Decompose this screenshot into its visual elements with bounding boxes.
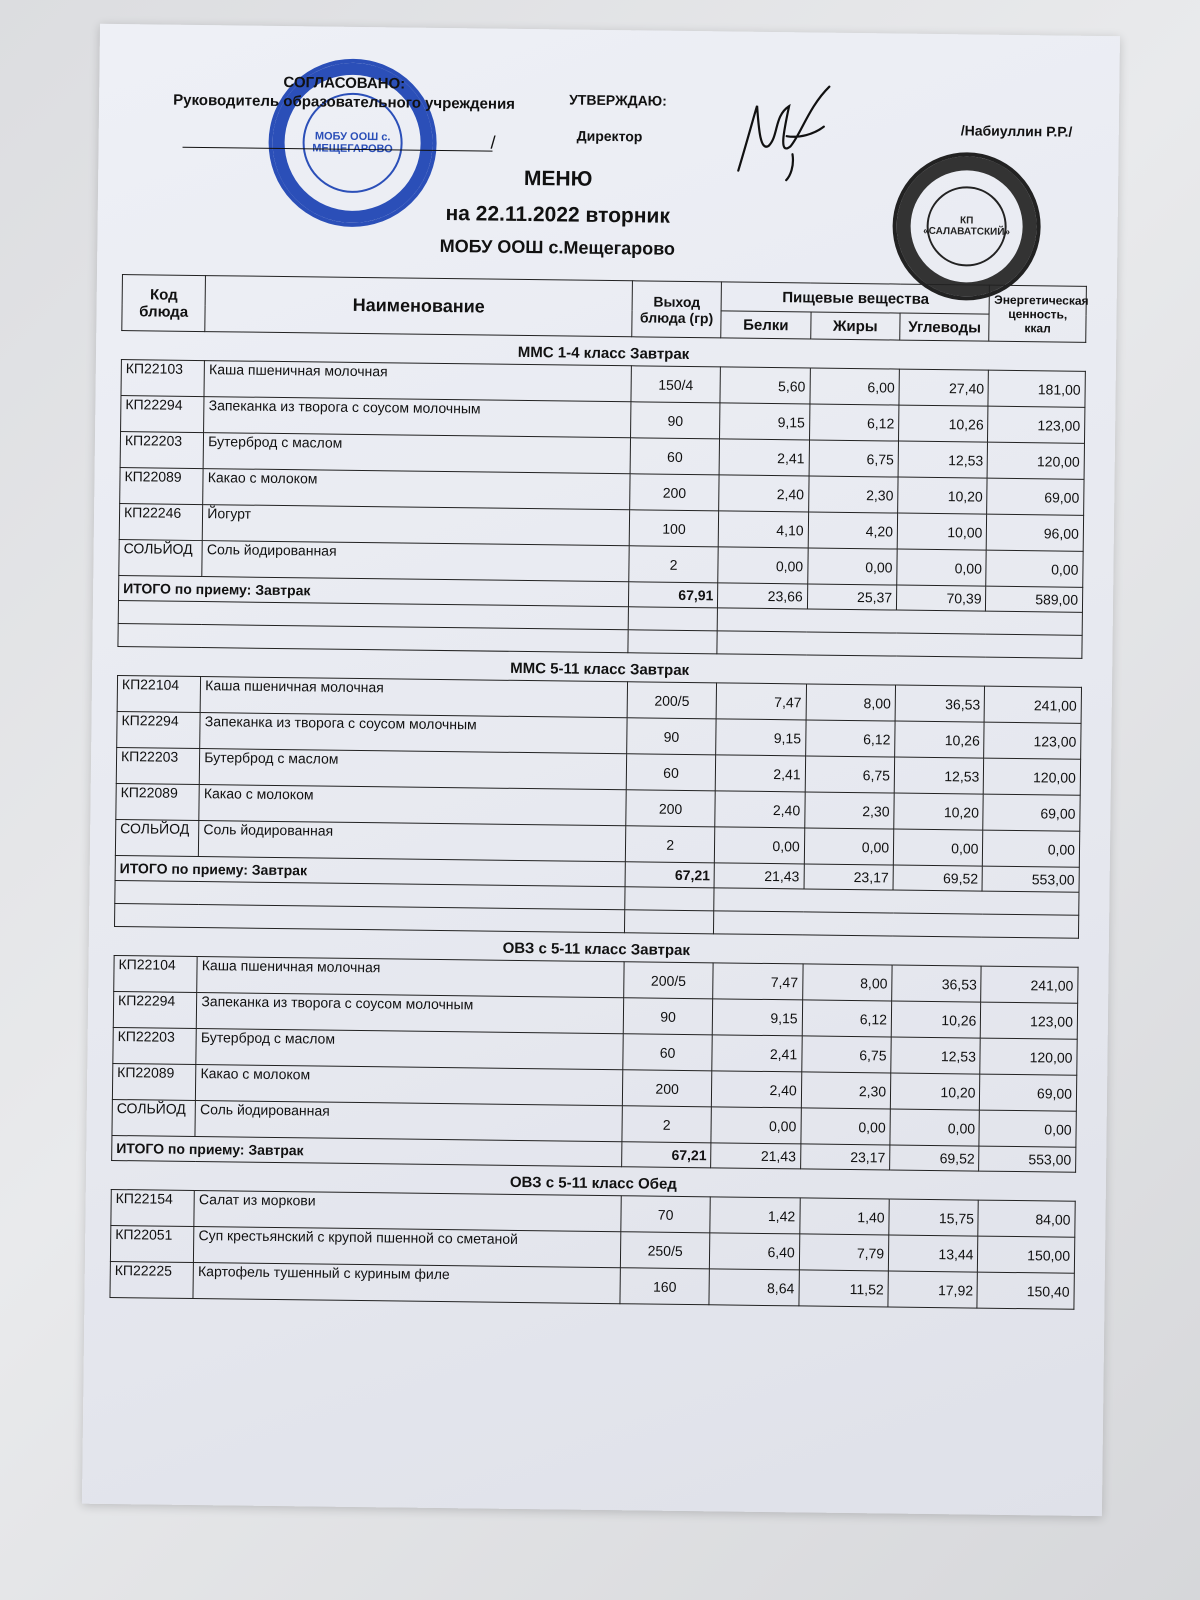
blank-cell xyxy=(628,630,718,654)
agreed-title: СОГЛАСОВАНО: xyxy=(283,74,406,93)
document-title xyxy=(397,165,718,260)
carbs-value: 13,44 xyxy=(888,1235,978,1272)
dish-output: 200/5 xyxy=(624,962,714,999)
kcal-value: 241,00 xyxy=(981,966,1078,1003)
col-code-header: Код блюда xyxy=(122,275,206,332)
carbs-value: 10,20 xyxy=(890,1073,980,1110)
carbs-value: 0,00 xyxy=(893,829,983,866)
director-name: /Набиуллин Р.Р./ xyxy=(960,122,1073,140)
dish-output: 250/5 xyxy=(620,1232,710,1269)
dish-code: КП22246 xyxy=(119,504,203,541)
dish-name: Соль йодированная xyxy=(195,1101,622,1142)
agreed-block xyxy=(154,72,534,113)
protein-value: 2,41 xyxy=(712,1035,802,1072)
fat-value: 8,00 xyxy=(802,964,892,1001)
title-menu: МЕНЮ xyxy=(523,166,593,191)
carbs-value: 36,53 xyxy=(895,685,985,722)
blank-cell xyxy=(628,607,718,631)
protein-value: 0,00 xyxy=(718,547,808,584)
section-title: ММС 1-4 класс Завтрак xyxy=(517,343,690,363)
dish-code: КП22294 xyxy=(121,396,205,433)
dish-code: КП22089 xyxy=(116,784,200,821)
dish-output: 200 xyxy=(626,790,716,827)
kcal-value: 120,00 xyxy=(988,442,1085,479)
fat-value: 6,00 xyxy=(810,368,900,405)
total-output: 67,21 xyxy=(625,862,715,888)
kcal-value: 0,00 xyxy=(979,1110,1076,1147)
dish-name: Соль йодированная xyxy=(202,541,629,582)
carbs-value: 12,53 xyxy=(894,757,984,794)
dish-code: КП22294 xyxy=(113,992,197,1029)
fat-value: 7,79 xyxy=(799,1234,889,1271)
fat-value: 6,12 xyxy=(809,404,899,441)
carbs-value: 17,92 xyxy=(888,1271,978,1308)
protein-value: 6,40 xyxy=(710,1233,800,1270)
menu-body xyxy=(110,331,1086,1310)
col-carbs-header: Углеводы xyxy=(900,313,990,341)
dish-code: СОЛЬЙОД xyxy=(115,820,199,857)
fat-value: 0,00 xyxy=(807,548,897,585)
col-energy-header: Энергетическая ценность, ккал xyxy=(989,285,1086,342)
carbs-value: 10,00 xyxy=(897,513,987,550)
protein-value: 2,40 xyxy=(719,475,809,512)
fat-value: 6,75 xyxy=(809,440,899,477)
total-fat: 23,17 xyxy=(800,1144,890,1170)
dish-code: КП22051 xyxy=(110,1225,194,1262)
protein-value: 0,00 xyxy=(715,827,805,864)
carbs-value: 10,26 xyxy=(895,721,985,758)
fat-value: 2,30 xyxy=(808,476,898,513)
kcal-value: 123,00 xyxy=(984,722,1081,759)
section-title: ММС 5-11 класс Завтрак xyxy=(510,659,690,679)
total-label: ИТОГО по приему: Завтрак xyxy=(118,576,628,607)
total-kcal: 553,00 xyxy=(979,1146,1076,1172)
dish-name: Бутерброд с маслом xyxy=(196,1029,623,1070)
protein-value: 7,47 xyxy=(716,683,806,720)
protein-value: 2,40 xyxy=(715,791,805,828)
protein-value: 9,15 xyxy=(713,999,803,1036)
dish-name: Каша пшеничная молочная xyxy=(200,677,627,718)
dish-name: Запеканка из творога с соусом молочным xyxy=(197,993,624,1034)
carbs-value: 10,26 xyxy=(891,1001,981,1038)
dish-name: Какао с молоком xyxy=(199,785,626,826)
approve-role: Директор xyxy=(576,127,643,145)
dish-name: Каша пшеничная молочная xyxy=(197,957,624,998)
agreed-role: Руководитель образовательного учреждения xyxy=(173,91,516,113)
dish-output: 160 xyxy=(620,1268,710,1305)
dish-code: КП22203 xyxy=(113,1028,197,1065)
dish-name: Какао с молоком xyxy=(196,1065,623,1106)
menu-document xyxy=(82,24,1120,1516)
fat-value: 1,40 xyxy=(799,1198,889,1235)
total-label: ИТОГО по приему: Завтрак xyxy=(112,1135,622,1166)
dish-code: КП22104 xyxy=(117,676,201,713)
total-carbs: 69,52 xyxy=(893,865,983,891)
seal-text-2: «САЛАВАТСКИЙ» xyxy=(923,225,1011,238)
dish-code: СОЛЬЙОД xyxy=(119,540,203,577)
carbs-value: 10,20 xyxy=(898,477,988,514)
protein-value: 2,40 xyxy=(712,1071,802,1108)
dish-output: 2 xyxy=(625,826,715,863)
signature-slash: / xyxy=(490,132,496,153)
kcal-value: 84,00 xyxy=(978,1200,1075,1237)
dish-name: Суп крестьянский с крупой пшенной со сметаной xyxy=(194,1227,621,1268)
dish-output: 60 xyxy=(623,1034,713,1071)
dish-name: Какао с молоком xyxy=(203,469,630,510)
col-name-header: Наименование xyxy=(205,276,632,337)
kcal-value: 96,00 xyxy=(987,514,1084,551)
fat-value: 2,30 xyxy=(804,792,894,829)
fat-value: 2,30 xyxy=(801,1072,891,1109)
dish-output: 70 xyxy=(621,1196,711,1233)
fat-value: 0,00 xyxy=(804,828,894,865)
protein-value: 8,64 xyxy=(709,1269,799,1306)
protein-value: 2,41 xyxy=(716,755,806,792)
dish-name: Соль йодированная xyxy=(199,821,626,862)
kcal-value: 123,00 xyxy=(988,406,1085,443)
kcal-value: 123,00 xyxy=(981,1002,1078,1039)
kcal-value: 181,00 xyxy=(988,370,1085,407)
total-kcal: 553,00 xyxy=(982,866,1079,892)
dish-code: КП22103 xyxy=(121,360,205,397)
dish-code: СОЛЬЙОД xyxy=(112,1100,196,1137)
protein-value: 5,60 xyxy=(720,367,810,404)
carbs-value: 12,53 xyxy=(891,1037,981,1074)
dish-output: 150/4 xyxy=(631,366,721,403)
carbs-value: 12,53 xyxy=(898,441,988,478)
blank-cell xyxy=(624,910,714,934)
section-title: ОВЗ с 5-11 класс Обед xyxy=(509,1173,677,1193)
total-protein: 21,43 xyxy=(714,863,804,889)
fat-value: 6,12 xyxy=(802,1000,892,1037)
carbs-value: 36,53 xyxy=(892,965,982,1002)
col-protein-header: Белки xyxy=(721,311,811,339)
dish-name: Запеканка из творога с соусом молочным xyxy=(200,713,627,754)
kcal-value: 120,00 xyxy=(984,758,1081,795)
dish-code: КП22089 xyxy=(112,1064,196,1101)
fat-value: 6,75 xyxy=(801,1036,891,1073)
dish-code: КП22225 xyxy=(110,1261,194,1298)
menu-table xyxy=(109,274,1089,1310)
col-nutrients-header: Пищевые вещества xyxy=(721,282,990,314)
dish-name: Бутерброд с маслом xyxy=(200,749,627,790)
seal-text-1: КП xyxy=(959,215,974,227)
dish-output: 2 xyxy=(622,1106,712,1143)
fat-value: 11,52 xyxy=(799,1270,889,1307)
protein-value: 7,47 xyxy=(713,963,803,1000)
kcal-value: 0,00 xyxy=(986,550,1083,587)
total-protein: 23,66 xyxy=(718,583,808,609)
kcal-value: 241,00 xyxy=(985,686,1082,723)
dish-name: Йогурт xyxy=(203,505,630,546)
kcal-value: 69,00 xyxy=(980,1074,1077,1111)
protein-value: 9,15 xyxy=(716,719,806,756)
handwritten-signature xyxy=(728,75,839,186)
protein-value: 1,42 xyxy=(710,1197,800,1234)
carbs-value: 10,26 xyxy=(899,405,989,442)
dish-output: 200 xyxy=(622,1070,712,1107)
carbs-value: 10,20 xyxy=(894,793,984,830)
dish-code: КП22203 xyxy=(120,432,204,469)
kcal-value: 120,00 xyxy=(980,1038,1077,1075)
title-date: на 22.11.2022 вторник xyxy=(445,202,671,228)
kcal-value: 69,00 xyxy=(987,478,1084,515)
dish-output: 100 xyxy=(629,510,719,547)
kcal-value: 150,40 xyxy=(977,1272,1074,1309)
carbs-value: 0,00 xyxy=(897,549,987,586)
protein-value: 0,00 xyxy=(711,1107,801,1144)
dish-code: КП22104 xyxy=(114,956,198,993)
protein-value: 4,10 xyxy=(718,511,808,548)
dish-name: Каша пшеничная молочная xyxy=(204,361,631,402)
dish-output: 60 xyxy=(626,754,716,791)
dish-output: 2 xyxy=(629,546,719,583)
col-output-header: Выход блюда (гр) xyxy=(632,281,722,338)
title-school: МОБУ ООШ с.Мещегарово xyxy=(439,235,676,259)
kcal-value: 150,00 xyxy=(978,1236,1075,1273)
dish-output: 60 xyxy=(630,438,720,475)
total-protein: 21,43 xyxy=(711,1143,801,1169)
dish-code: КП22154 xyxy=(111,1189,195,1226)
dish-code: КП22294 xyxy=(117,712,201,749)
dish-output: 90 xyxy=(627,718,717,755)
fat-value: 6,75 xyxy=(805,756,895,793)
dish-output: 200 xyxy=(630,474,720,511)
dish-output: 200/5 xyxy=(627,682,717,719)
dish-name: Запеканка из творога с соусом молочным xyxy=(204,397,631,438)
blank-cell xyxy=(625,887,715,911)
protein-value: 2,41 xyxy=(719,439,809,476)
total-fat: 23,17 xyxy=(804,864,894,890)
seal-text: МОБУ ООШ с. МЕЩЕГАРОВО xyxy=(312,130,393,156)
approve-title: УТВЕРЖДАЮ: xyxy=(569,91,667,109)
dish-name: Картофель тушенный с куриным филе xyxy=(193,1263,620,1304)
total-carbs: 69,52 xyxy=(890,1145,980,1171)
fat-value: 0,00 xyxy=(801,1108,891,1145)
kcal-value: 69,00 xyxy=(983,794,1080,831)
total-output: 67,91 xyxy=(628,582,718,608)
fat-value: 4,20 xyxy=(808,512,898,549)
fat-value: 6,12 xyxy=(805,720,895,757)
col-fat-header: Жиры xyxy=(810,312,900,340)
carbs-value: 27,40 xyxy=(899,369,989,406)
total-label: ИТОГО по приему: Завтрак xyxy=(115,856,625,887)
total-fat: 25,37 xyxy=(807,584,897,610)
carbs-value: 15,75 xyxy=(889,1199,979,1236)
dish-output: 90 xyxy=(623,998,713,1035)
total-kcal: 589,00 xyxy=(986,586,1083,612)
dish-output: 90 xyxy=(630,402,720,439)
kcal-value: 0,00 xyxy=(983,830,1080,867)
total-carbs: 70,39 xyxy=(897,585,987,611)
total-output: 67,21 xyxy=(622,1142,712,1168)
section-title: ОВЗ с 5-11 класс Завтрак xyxy=(502,939,691,959)
dish-code: КП22089 xyxy=(120,468,204,505)
carbs-value: 0,00 xyxy=(890,1109,980,1146)
company-seal-stamp xyxy=(892,151,1042,301)
fat-value: 8,00 xyxy=(806,684,896,721)
dish-name: Бутерброд с маслом xyxy=(203,433,630,474)
dish-code: КП22203 xyxy=(116,748,200,785)
protein-value: 9,15 xyxy=(720,403,810,440)
dish-name: Салат из моркови xyxy=(194,1191,621,1232)
